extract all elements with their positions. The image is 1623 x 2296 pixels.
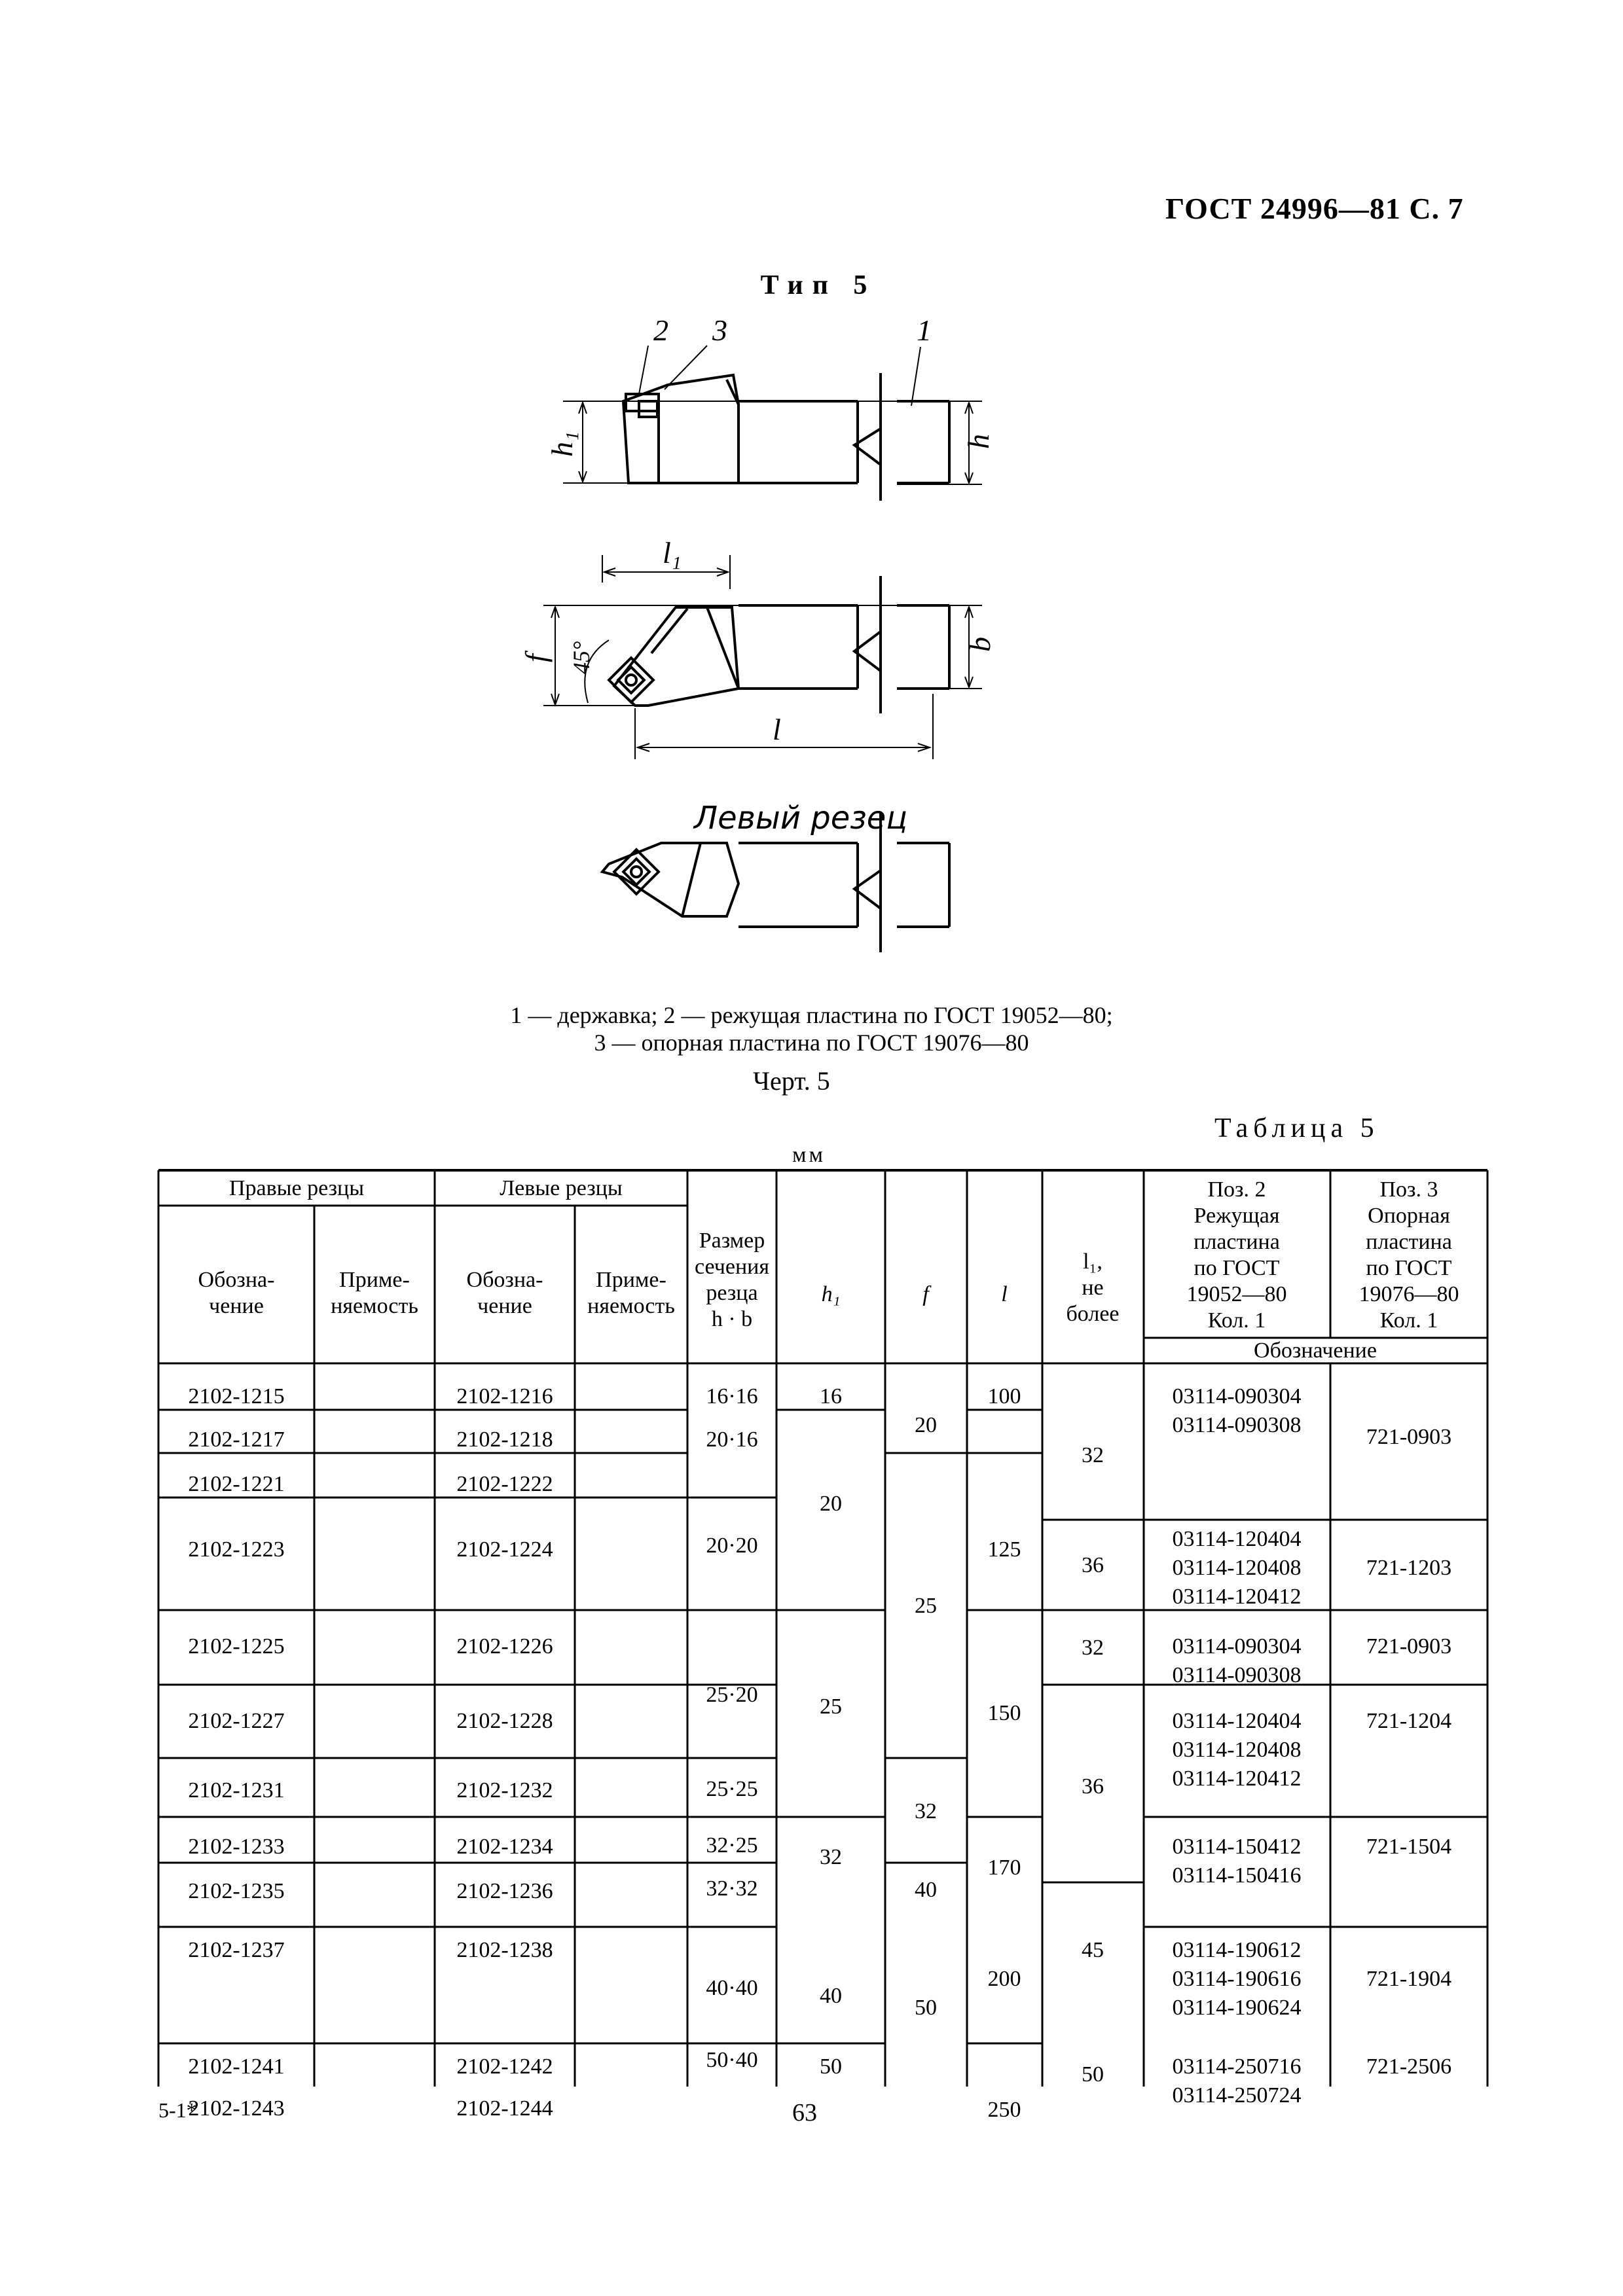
header-l1: l₁, не более xyxy=(1066,1249,1120,1326)
table-cell: 32·25 xyxy=(706,1833,758,1857)
table-cell: 03114-120404 03114-120408 03114-120412 xyxy=(1172,1527,1302,1609)
table-cell: 25 xyxy=(915,1594,937,1618)
table-cell: 2102-1238 xyxy=(456,1938,553,1962)
dim-f: f xyxy=(519,654,553,662)
table-cell: 03114-090304 03114-090308 xyxy=(1172,1634,1302,1687)
table-cell: 32 xyxy=(820,1845,842,1869)
table-cell: 32·32 xyxy=(706,1876,758,1901)
table-cell: 03114-120404 03114-120408 03114-120412 xyxy=(1172,1709,1302,1791)
table-cell: 20 xyxy=(915,1413,937,1437)
dim-angle: 45° xyxy=(568,641,594,674)
table-cell: 2102-1222 xyxy=(456,1472,553,1496)
header-applicability-right: Приме-няемость xyxy=(331,1268,418,1318)
table-cell: 2102-1237 xyxy=(188,1938,285,1962)
table-cell: 721-1203 xyxy=(1366,1556,1452,1580)
table-cell: 03114-250716 03114-250724 xyxy=(1172,2054,1302,2108)
header-designation-left: Обозна-чение xyxy=(466,1268,543,1318)
spec-table xyxy=(158,1170,1487,2122)
header-left-cutters: Левые резцы xyxy=(500,1176,623,1200)
header-pos2: Поз. 2 Режущая пластина по ГОСТ 19052—80 Кол. 1 xyxy=(1186,1177,1287,1333)
table-cell: 32 xyxy=(1082,1443,1104,1467)
table-cell: 20·16 xyxy=(706,1427,758,1452)
table-cell: 125 xyxy=(987,1537,1021,1562)
table-cell: 20 xyxy=(820,1492,842,1516)
table-cell: 45 xyxy=(1082,1938,1104,1962)
table-cell: 2102-1243 xyxy=(188,2096,285,2121)
table-cell: 250 xyxy=(987,2098,1021,2122)
table-cell: 25 xyxy=(820,1695,842,1719)
left-designation-column xyxy=(456,1384,553,2121)
header-pos3: Поз. 3 Опорная пластина по ГОСТ 19076—80 Кол. 1 xyxy=(1359,1177,1459,1333)
table-cell: 2102-1236 xyxy=(456,1879,553,1903)
header-right-cutters: Правые резцы xyxy=(228,1176,365,1200)
type-title: Тип 5 xyxy=(760,270,877,300)
callout-1: 1 xyxy=(917,314,932,347)
table-cell: 2102-1215 xyxy=(188,1384,285,1408)
header-designation-common: Обозначение xyxy=(1254,1338,1377,1363)
table-cell: 40·40 xyxy=(706,1976,758,2000)
table-cell: 2102-1224 xyxy=(456,1537,553,1562)
header-f: f xyxy=(922,1282,929,1306)
table-cell: 2102-1225 xyxy=(188,1634,285,1659)
table-cell: 2102-1221 xyxy=(188,1472,285,1496)
table-cell: 32 xyxy=(915,1799,937,1823)
table-cell: 03114-190612 03114-190616 03114-190624 xyxy=(1172,1938,1302,2020)
table-cell: 2102-1233 xyxy=(188,1835,285,1859)
table-cell: 2102-1218 xyxy=(456,1427,553,1452)
cutter-drawing xyxy=(511,308,1034,1008)
header-applicability-left: Приме-няемость xyxy=(587,1268,675,1318)
table-cell: 50 xyxy=(820,2054,842,2079)
header-designation-right: Обозна-чение xyxy=(198,1268,275,1318)
table-cell: 36 xyxy=(1082,1774,1104,1799)
figure-caption-line-1: 1 — державка; 2 — режущая пластина по ГОСТ 19052—80; xyxy=(510,1002,1113,1028)
table-cell: 2102-1235 xyxy=(188,1879,285,1903)
table-cell: 2102-1228 xyxy=(456,1709,553,1733)
table-cell: 2102-1234 xyxy=(456,1835,553,1859)
table-cell: 16 xyxy=(820,1384,842,1408)
table-cell: 03114-090304 03114-090308 xyxy=(1172,1384,1302,1437)
callout-3: 3 xyxy=(712,314,727,347)
table-cell: 721-2506 xyxy=(1366,2054,1452,2079)
table-cell: 721-1504 xyxy=(1366,1835,1452,1859)
table-cell: 20·20 xyxy=(706,1534,758,1558)
table-title: Таблица 5 xyxy=(1214,1113,1379,1143)
table-cell: 2102-1231 xyxy=(188,1778,285,1803)
table-cell: 2102-1226 xyxy=(456,1634,553,1659)
table-cell: 25·25 xyxy=(706,1777,758,1801)
table-cell: 36 xyxy=(1082,1553,1104,1577)
footer-mark: 5-1* xyxy=(158,2098,197,2122)
table-cell: 721-0903 xyxy=(1366,1425,1452,1449)
dim-h: h xyxy=(962,434,995,449)
table-cell: 2102-1216 xyxy=(456,1384,553,1408)
table-cell: 2102-1223 xyxy=(188,1537,285,1562)
table-cell: 25·20 xyxy=(706,1683,758,1707)
table-cell: 50 xyxy=(1082,2062,1104,2087)
document-code: ГОСТ 24996—81 С. 7 xyxy=(1165,192,1464,225)
table-cell: 40 xyxy=(820,1984,842,2008)
table-cell: 50 xyxy=(915,1996,937,2020)
table-cell: 03114-150412 03114-150416 xyxy=(1172,1835,1302,1888)
table-cell: 721-1204 xyxy=(1366,1709,1452,1733)
table-cell: 16·16 xyxy=(706,1384,758,1408)
table-units: мм xyxy=(792,1143,826,1167)
table-cell: 2102-1227 xyxy=(188,1709,285,1733)
figure-caption-line-2: 3 — опорная пластина по ГОСТ 19076—80 xyxy=(594,1030,1029,1056)
table-cell: 200 xyxy=(987,1967,1021,1991)
table-cell: 170 xyxy=(987,1856,1021,1880)
table-cell: 100 xyxy=(987,1384,1021,1408)
table-cell: 721-0903 xyxy=(1366,1634,1452,1659)
table-cell: 2102-1232 xyxy=(456,1778,553,1803)
dim-l1: l₁ xyxy=(663,536,682,569)
table-cell: 40 xyxy=(915,1878,937,1902)
dim-h1: h₁ xyxy=(545,431,579,457)
dim-b: b xyxy=(963,637,996,652)
header-l: l xyxy=(1001,1282,1008,1306)
right-designation-column xyxy=(188,1384,284,2121)
page-number: 63 xyxy=(792,2099,817,2126)
header-section: Размер сечения резца h · b xyxy=(695,1229,769,1331)
table-cell: 50·40 xyxy=(706,2048,758,2072)
table-cell: 2102-1217 xyxy=(188,1427,285,1452)
table-cell: 2102-1241 xyxy=(188,2054,285,2079)
table-cell: 721-1904 xyxy=(1366,1967,1452,1991)
dim-l: l xyxy=(773,713,781,746)
callout-2: 2 xyxy=(653,314,668,347)
table-cell: 2102-1242 xyxy=(456,2054,553,2079)
drawing-number: Черт. 5 xyxy=(753,1066,830,1096)
table-cell: 150 xyxy=(987,1701,1021,1725)
table-cell: 2102-1244 xyxy=(456,2096,553,2121)
table-cell: 32 xyxy=(1082,1636,1104,1660)
left-cutter-label: Левый резец xyxy=(694,800,907,836)
header-h1: h₁ xyxy=(821,1282,841,1306)
